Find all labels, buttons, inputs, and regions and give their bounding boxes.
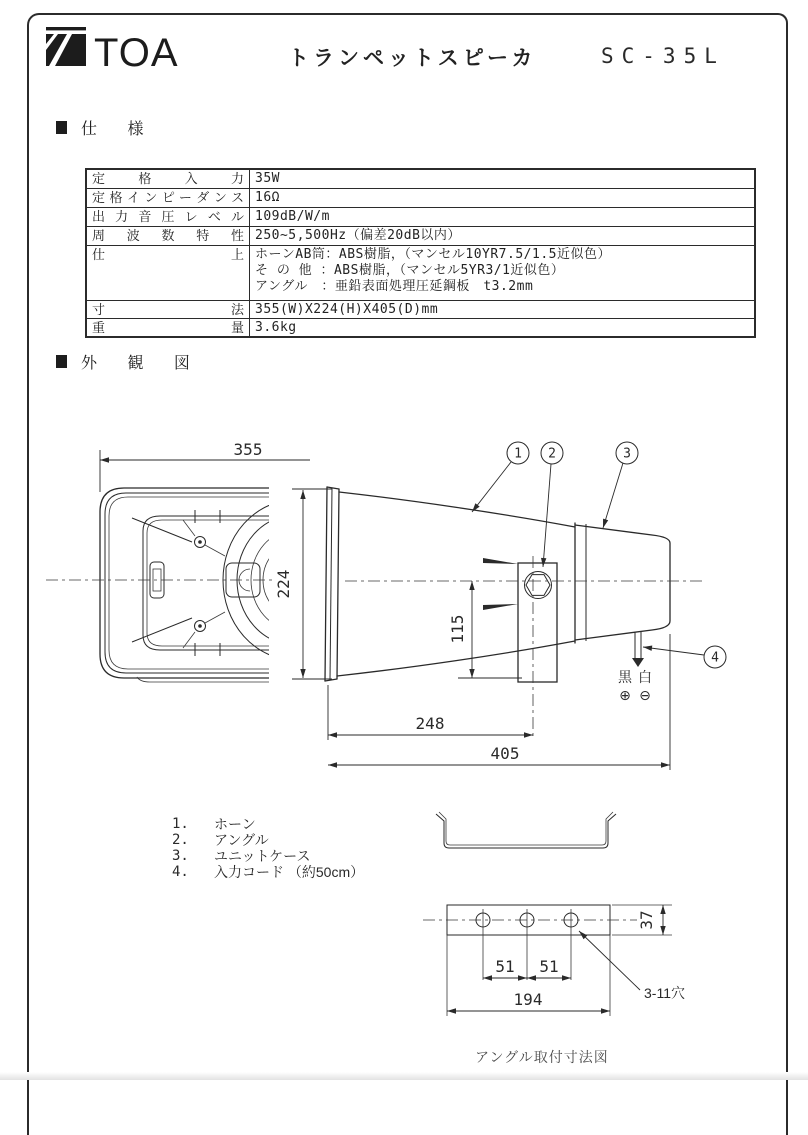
dim-115	[448, 581, 522, 678]
dim-37	[637, 905, 663, 935]
spec-value: 16Ω	[250, 189, 756, 208]
drawing-section-heading	[56, 350, 203, 373]
dim-355-label: 355	[233, 440, 263, 459]
dim-194	[447, 990, 610, 1011]
svg-text:51: 51	[495, 957, 515, 976]
dim-355	[100, 440, 310, 492]
wire-label-black: 黒	[618, 669, 632, 685]
dim-51-right	[527, 957, 571, 978]
spec-row	[86, 319, 755, 338]
toa-logo-text: TOA	[94, 31, 179, 70]
screw-icon	[195, 537, 206, 632]
model-number: SC-35L	[601, 44, 725, 68]
spec-label: 寸法	[86, 301, 250, 319]
dim-115-label: 115	[448, 614, 467, 644]
spec-label: 重量	[86, 319, 250, 338]
callout-2	[541, 442, 563, 567]
svg-text:51: 51	[539, 957, 559, 976]
dim-51-left	[483, 957, 527, 978]
spec-section-heading	[56, 116, 156, 139]
holes-note	[579, 931, 685, 1001]
spec-row	[86, 227, 755, 246]
spec-label: 定格入力	[86, 169, 250, 189]
wire-label-white: 白	[638, 669, 652, 685]
svg-text:2: 2	[548, 446, 556, 462]
svg-text:1: 1	[514, 446, 522, 462]
dim-248-label: 248	[415, 714, 445, 733]
spec-row	[86, 301, 755, 319]
callout-1	[472, 442, 529, 512]
svg-text:4: 4	[711, 650, 719, 666]
svg-text:194: 194	[513, 990, 543, 1009]
finish-line-3: アングル ：亜鉛表面処理圧延鋼板 t3.2mm	[255, 279, 534, 294]
svg-text:3-11穴: 3-11穴	[644, 985, 685, 1001]
angle-channel	[436, 814, 616, 848]
spec-value: 35W	[250, 169, 756, 189]
dim-224-label: 224	[274, 569, 293, 599]
spec-label: 出力音圧レベル	[86, 208, 250, 227]
hex-bolt-icon	[526, 575, 550, 596]
finish-line-2: そ の 他 ：ABS樹脂，（マンセル5YR3/1近似色）	[255, 263, 565, 278]
parts-legend	[172, 816, 364, 880]
outline-drawing	[40, 428, 780, 1080]
spec-value: 109dB/W/m	[250, 208, 756, 227]
polarity-plus-icon: ⊕	[619, 687, 631, 703]
spec-table	[85, 168, 756, 338]
horn-cone	[339, 492, 575, 527]
input-cord	[632, 632, 644, 667]
legend-item: 2. アングル	[172, 832, 269, 848]
polarity-minus-icon: ⊖	[639, 687, 651, 703]
spec-value	[250, 246, 756, 301]
spec-value: 3.6kg	[250, 319, 756, 338]
callout-3	[603, 442, 638, 528]
callout-4	[643, 646, 726, 668]
toa-logo-mark-icon	[46, 27, 86, 66]
svg-text:37: 37	[637, 910, 656, 930]
section-bullet-icon	[56, 121, 67, 134]
side-view	[325, 487, 670, 703]
toa-logo	[44, 24, 194, 70]
angle-detail-caption: アングル取付寸法図	[475, 1049, 609, 1065]
spec-label: 定格インピーダンス	[86, 189, 250, 208]
spec-heading-label: 仕 様	[81, 121, 157, 138]
dim-224	[274, 489, 332, 679]
page-title: トランペットスピーカ	[288, 47, 537, 70]
legend-item: 3. ユニットケース	[172, 848, 311, 864]
unit-case	[575, 525, 670, 640]
spec-row	[86, 169, 755, 189]
spec-value: 355(W)X224(H)X405(D)mm	[250, 301, 756, 319]
dim-248	[328, 685, 533, 740]
scan-edge	[0, 1072, 808, 1080]
spec-label: 周波数特性	[86, 227, 250, 246]
legend-item: 4. 入力コード （約50cm）	[172, 864, 365, 880]
svg-text:3: 3	[623, 446, 631, 462]
section-bullet-icon	[56, 355, 67, 368]
legend-item: 1. ホーン	[172, 816, 256, 832]
spec-row	[86, 246, 755, 301]
spec-row	[86, 189, 755, 208]
dim-405-label: 405	[490, 744, 520, 763]
drawing-heading-label: 外 観 図	[81, 355, 203, 372]
spec-value: 250~5,500Hz（偏差20dB以内）	[250, 227, 756, 246]
spec-label: 仕上	[86, 246, 250, 301]
angle-detail	[423, 812, 685, 1065]
finish-line-1: ホーンAB筒：ABS樹脂，（マンセル10YR7.5/1.5近似色）	[255, 247, 611, 262]
spec-row	[86, 208, 755, 227]
